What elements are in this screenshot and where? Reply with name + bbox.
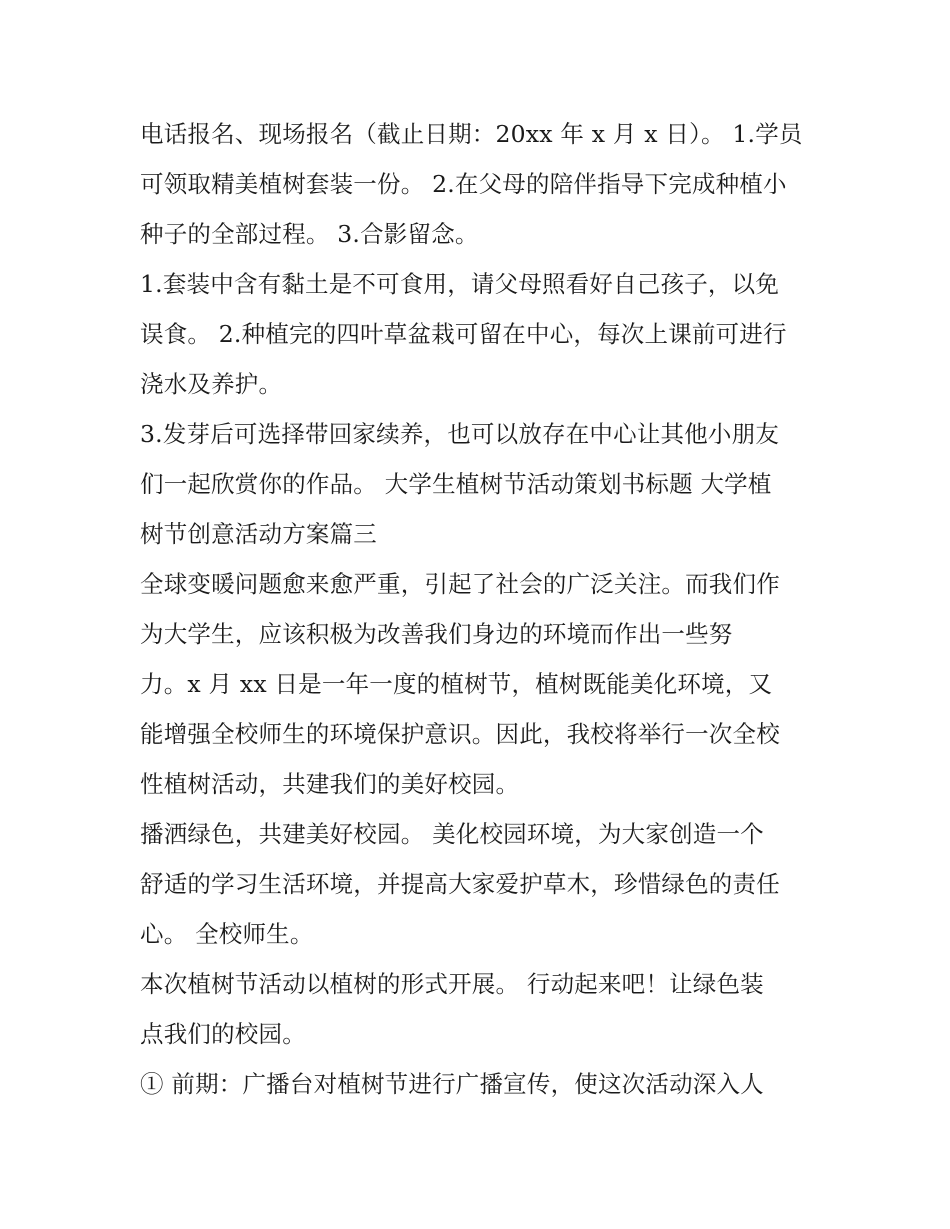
- text-line: 种子的全部过程。 3.合影留念。: [140, 220, 479, 248]
- text-line: 们一起欣赏你的作品。 大学生植树节活动策划书标题 大学植: [140, 470, 772, 498]
- text-line: 全球变暖问题愈来愈严重，引起了社会的广泛关注。而我们作: [140, 570, 780, 598]
- text-line: 3.发芽后可选择带回家续养，也可以放存在中心让其他小朋友: [140, 420, 780, 448]
- document-body: [140, 109, 820, 1109]
- text-line: 浇水及养护。: [140, 370, 283, 398]
- text-line: ① 前期：广播台对植树节进行广播宣传，使这次活动深入人: [140, 1070, 764, 1098]
- text-line: 本次植树节活动以植树的形式开展。 行动起来吧！让绿色装: [140, 970, 764, 998]
- text-line: 舒适的学习生活环境，并提高大家爱护草木，珍惜绿色的责任: [140, 870, 780, 898]
- text-line: 误食。 2.种植完的四叶草盆栽可留在中心，每次上课前可进行: [140, 320, 787, 348]
- text-line: 电话报名、现场报名（截止日期：20xx 年 x 月 x 日）。 1.学员: [140, 120, 803, 148]
- text-line: 1.套装中含有黏土是不可食用，请父母照看好自己孩子，以免: [140, 270, 780, 298]
- text-line: 树节创意活动方案篇三: [140, 520, 377, 548]
- text-line: 为大学生，应该积极为改善我们身边的环境而作出一些努: [140, 620, 733, 648]
- text-line: 力。x 月 xx 日是一年一度的植树节，植树既能美化环境，又: [140, 670, 773, 698]
- text-line: 能增强全校师生的环境保护意识。因此，我校将举行一次全校: [140, 720, 780, 748]
- text-line: 心。 全校师生。: [140, 920, 314, 948]
- text-line: 性植树活动，共建我们的美好校园。: [140, 770, 520, 798]
- text-line: 点我们的校园。: [140, 1020, 306, 1048]
- text-line: 可领取精美植树套装一份。 2.在父母的陪伴指导下完成种植小: [140, 170, 787, 198]
- text-line: 播洒绿色，共建美好校园。 美化校园环境，为大家创造一个: [140, 820, 764, 848]
